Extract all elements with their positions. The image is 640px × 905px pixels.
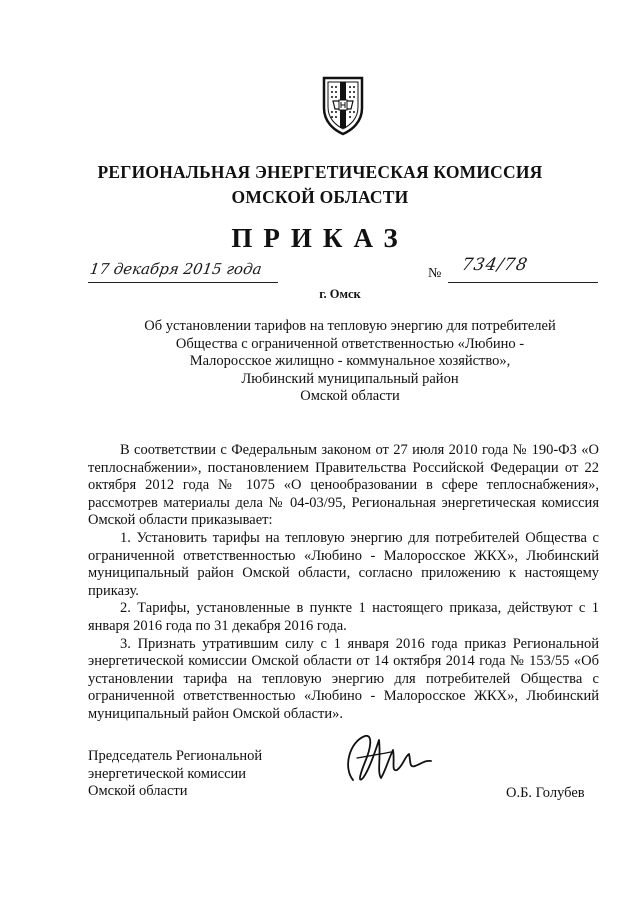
signer-position xyxy=(88,748,262,801)
subject-line: Малоросское жилищно - коммунальное хозяйство», xyxy=(189,353,511,370)
handwritten-signature xyxy=(335,728,435,792)
subject-line: Об установлении тарифов на тепловую энергию для потребителей xyxy=(144,318,556,334)
position-line: Председатель Региональной xyxy=(88,748,263,764)
item-2-paragraph: 2. Тарифы, установленные в пункте 1 настоящего приказа, действуют с 1 января 2016 года по 31 декабря 2016 года. xyxy=(88,600,599,634)
organization-name-line1: РЕГИОНАЛЬНАЯ ЭНЕРГЕТИЧЕСКАЯ КОМИССИЯ xyxy=(97,162,543,182)
handwritten-number: 734/78 xyxy=(460,255,530,275)
number-underline xyxy=(448,282,598,283)
city: г. Омск xyxy=(319,287,361,301)
position-line: Омской области xyxy=(88,783,188,800)
signer-name: О.Б. Голубев xyxy=(506,785,585,801)
coat-of-arms-emblem xyxy=(320,74,366,136)
organization-name-line2: ОМСКОЙ ОБЛАСТИ xyxy=(231,187,409,207)
document-title: ПРИКАЗ xyxy=(231,223,409,253)
order-body xyxy=(88,442,599,724)
order-subject xyxy=(120,318,580,406)
number-label: № xyxy=(428,266,442,281)
position-line: энергетической комиссии xyxy=(88,765,247,782)
item-1-paragraph: 1. Установить тарифы на тепловую энергию для потребителей Общества с ограниченной ответственностью «Любино - Малоросское ЖКХ», Любинский муниципальный район Омской области, согласно приложению к настоящему приказу. xyxy=(88,529,599,599)
handwritten-date: 17 декабря 2015 года xyxy=(88,260,263,278)
preamble-paragraph: В соответствии с Федеральным законом от 27 июля 2010 года № 190-ФЗ «О теплоснабжении», постановлением Правительства Российской Федерации от 22 октября 2012 года № 1075 «О ценообразовании в сфере теплоснабжения», рассмотрев материалы дела № 04-03/95, Региональная энергетическая комиссия Омской области приказывает: xyxy=(88,442,599,529)
subject-line: Омской области xyxy=(300,388,400,405)
subject-line: Общества с ограниченной ответственностью «Любино - xyxy=(175,335,525,352)
item-3-paragraph: 3. Признать утратившим силу с 1 января 2016 года приказ Региональной энергетической комиссии Омской области от 14 октября 2014 года № 153/55 «Об установлении тарифа на тепловую энергию для потребителей Общества с ограниченной ответственностью «Любино - Малоросское ЖКХ», Любинский муниципальный район Омской области». xyxy=(88,635,599,722)
date-underline xyxy=(88,282,278,283)
subject-line: Любинский муниципальный район xyxy=(241,370,459,387)
